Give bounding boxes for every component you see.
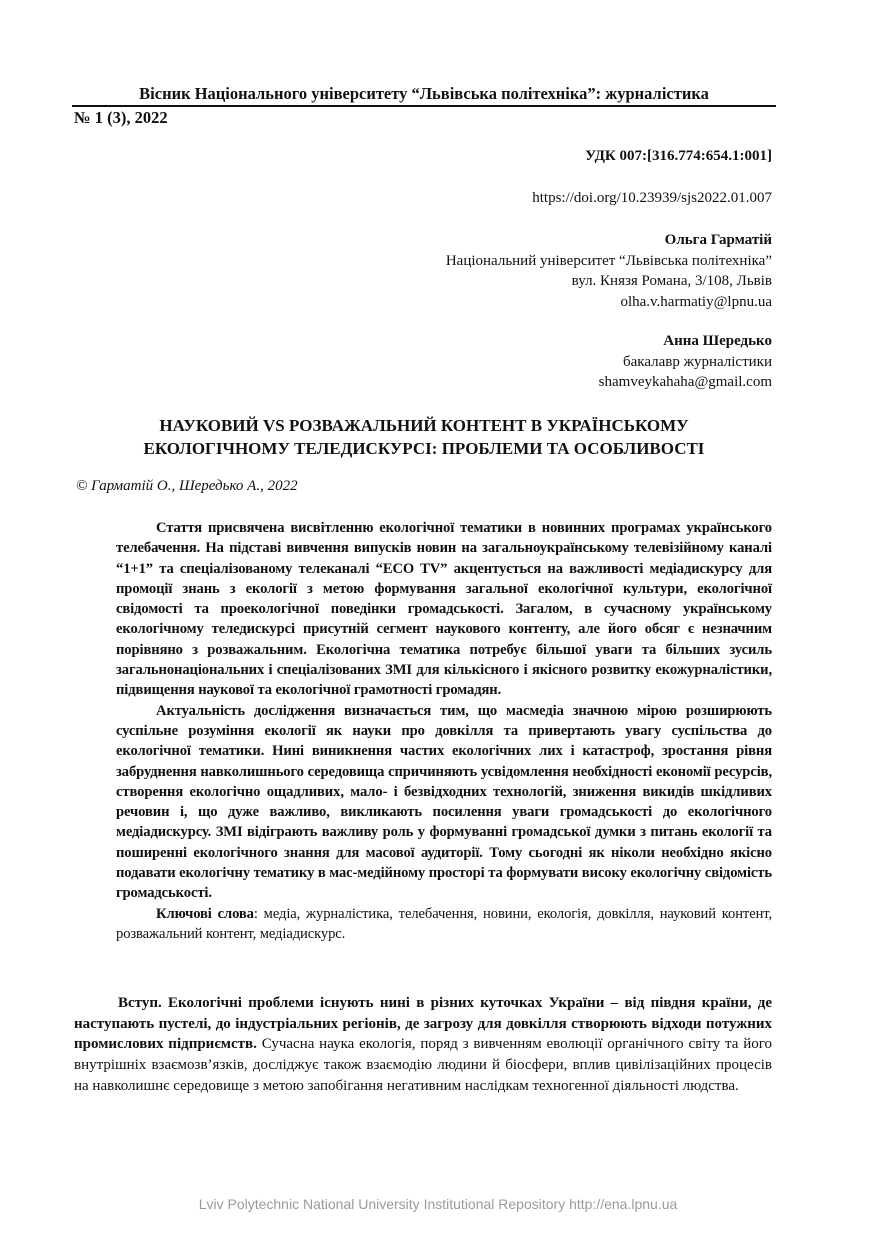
- keywords-label: Ключові слова: [156, 905, 254, 922]
- author-affiliation: Національний університет “Львівська політехніка”: [445, 252, 772, 269]
- abstract-paragraph-1: Стаття присвячена висвітленню екологічної тематики в новинних програмах українського телебачення. На підставі вивчення випусків новин на загальноукраїнському телевізійному каналі “1+1” та спеціалізованому телеканалі “ECO TV” акцентується на важливості медіадискурсу для промоції знань з екології з метою формування загальної екологічної культури, екологічної свідомості та проекологічної поведінки громадськості. Загалом, в сучасному українському екологічному теледискурсі присутній сегмент наукового контенту, але його обсяг є незначним порівняно з розважальним. Екологічна тематика потребує більшої уваги та більших зусиль загальнонаціональних і спеціалізованих ЗМІ для кількісного і якісного розвитку екожурналістики, підвищення наукової та екологічної грамотності громадян.: [116, 520, 772, 699]
- article-title-line-1: НАУКОВИЙ VS РОЗВАЖАЛЬНИЙ КОНТЕНТ В УКРАЇНСЬКОМУ: [159, 416, 689, 435]
- keywords: [116, 904, 772, 945]
- copyright-line: © Гарматій О., Шередько А., 2022: [76, 478, 298, 494]
- introduction-text: Сучасна наука екологія, поряд з вивченням еволюції органічного світу та його внутрішніх взаємозв’язків, досліджує також взаємодію людини й біосфери, вплив цивілізаційних процесів на навколишнє середовище з метою запобігання негативним наслідкам техногенної діяльності людства.: [74, 1036, 772, 1094]
- introduction-paragraph: [74, 993, 772, 1097]
- abstract-paragraph-2: Актуальність дослідження визначається тим, що масмедіа значною мірою розширюють суспільне розуміння екології як науки про довкілля та привертають увагу суспільства до екологічної тематики. Нині виникнення частих екологічних лих і катастроф, зростання рівня забруднення навколишнього середовища спричиняють усвідомлення необхідності економії ресурсів, створення екологічно ощадливих, мало- і безвідходних технологій, зниження викидів шкідливих речовин і, що дуже важливо, викликають посилення уваги громадськості до екологічного медіадискурсу. ЗМІ відіграють важливу роль у формуванні громадської думки з питань екології та поширенні екологічного знання для масової аудиторії. Тому сьогодні як ніколи необхідно якісно подавати екологічну тематику в мас-медійному просторі та формувати високу екологічну свідомість громадськості.: [116, 702, 772, 902]
- keywords-list: : медіа, журналістика, телебачення, новини, екологія, довкілля, науковий контент, розважальний контент, медіадискурс.: [116, 905, 773, 942]
- author-name: Ольга Гарматій: [664, 232, 772, 248]
- author-email[interactable]: olha.v.harmatiy@lpnu.ua: [620, 293, 772, 310]
- article-title-line-2: ЕКОЛОГІЧНОМУ ТЕЛЕДИСКУРСІ: ПРОБЛЕМИ ТА ОСОБЛИВОСТІ: [143, 439, 705, 458]
- author-block-2: [599, 331, 772, 393]
- introduction-section: [74, 993, 772, 1097]
- abstract: [116, 518, 772, 944]
- article-title: [72, 414, 776, 460]
- author-name: Анна Шередько: [663, 333, 772, 349]
- header-divider: [72, 105, 776, 107]
- doi-link[interactable]: https://doi.org/10.23939/sjs2022.01.007: [532, 190, 772, 206]
- issue-number: № 1 (3), 2022: [74, 108, 168, 127]
- author-position: бакалавр журналістики: [622, 353, 772, 370]
- author-block-1: [446, 230, 772, 312]
- repository-footer: Lviv Polytechnic National University Institutional Repository http://ena.lpnu.ua: [198, 1196, 678, 1212]
- journal-title: Вісник Національного університету “Львівська політехніка”: журналістика: [139, 84, 709, 103]
- introduction-lead: Вступ. Екологічні проблеми існують нині в різних куточках України – від півдня країни, де наступають пустелі, до індустріальних регіонів, де загрозу для довкілля створюють відходи потужних промислових підприємств.: [74, 995, 772, 1053]
- author-address: вул. Князя Романа, 3/108, Львів: [571, 273, 772, 289]
- author-email[interactable]: shamveykahaha@gmail.com: [598, 374, 772, 390]
- udk-code: УДК 007:[316.774:654.1:001]: [585, 148, 772, 164]
